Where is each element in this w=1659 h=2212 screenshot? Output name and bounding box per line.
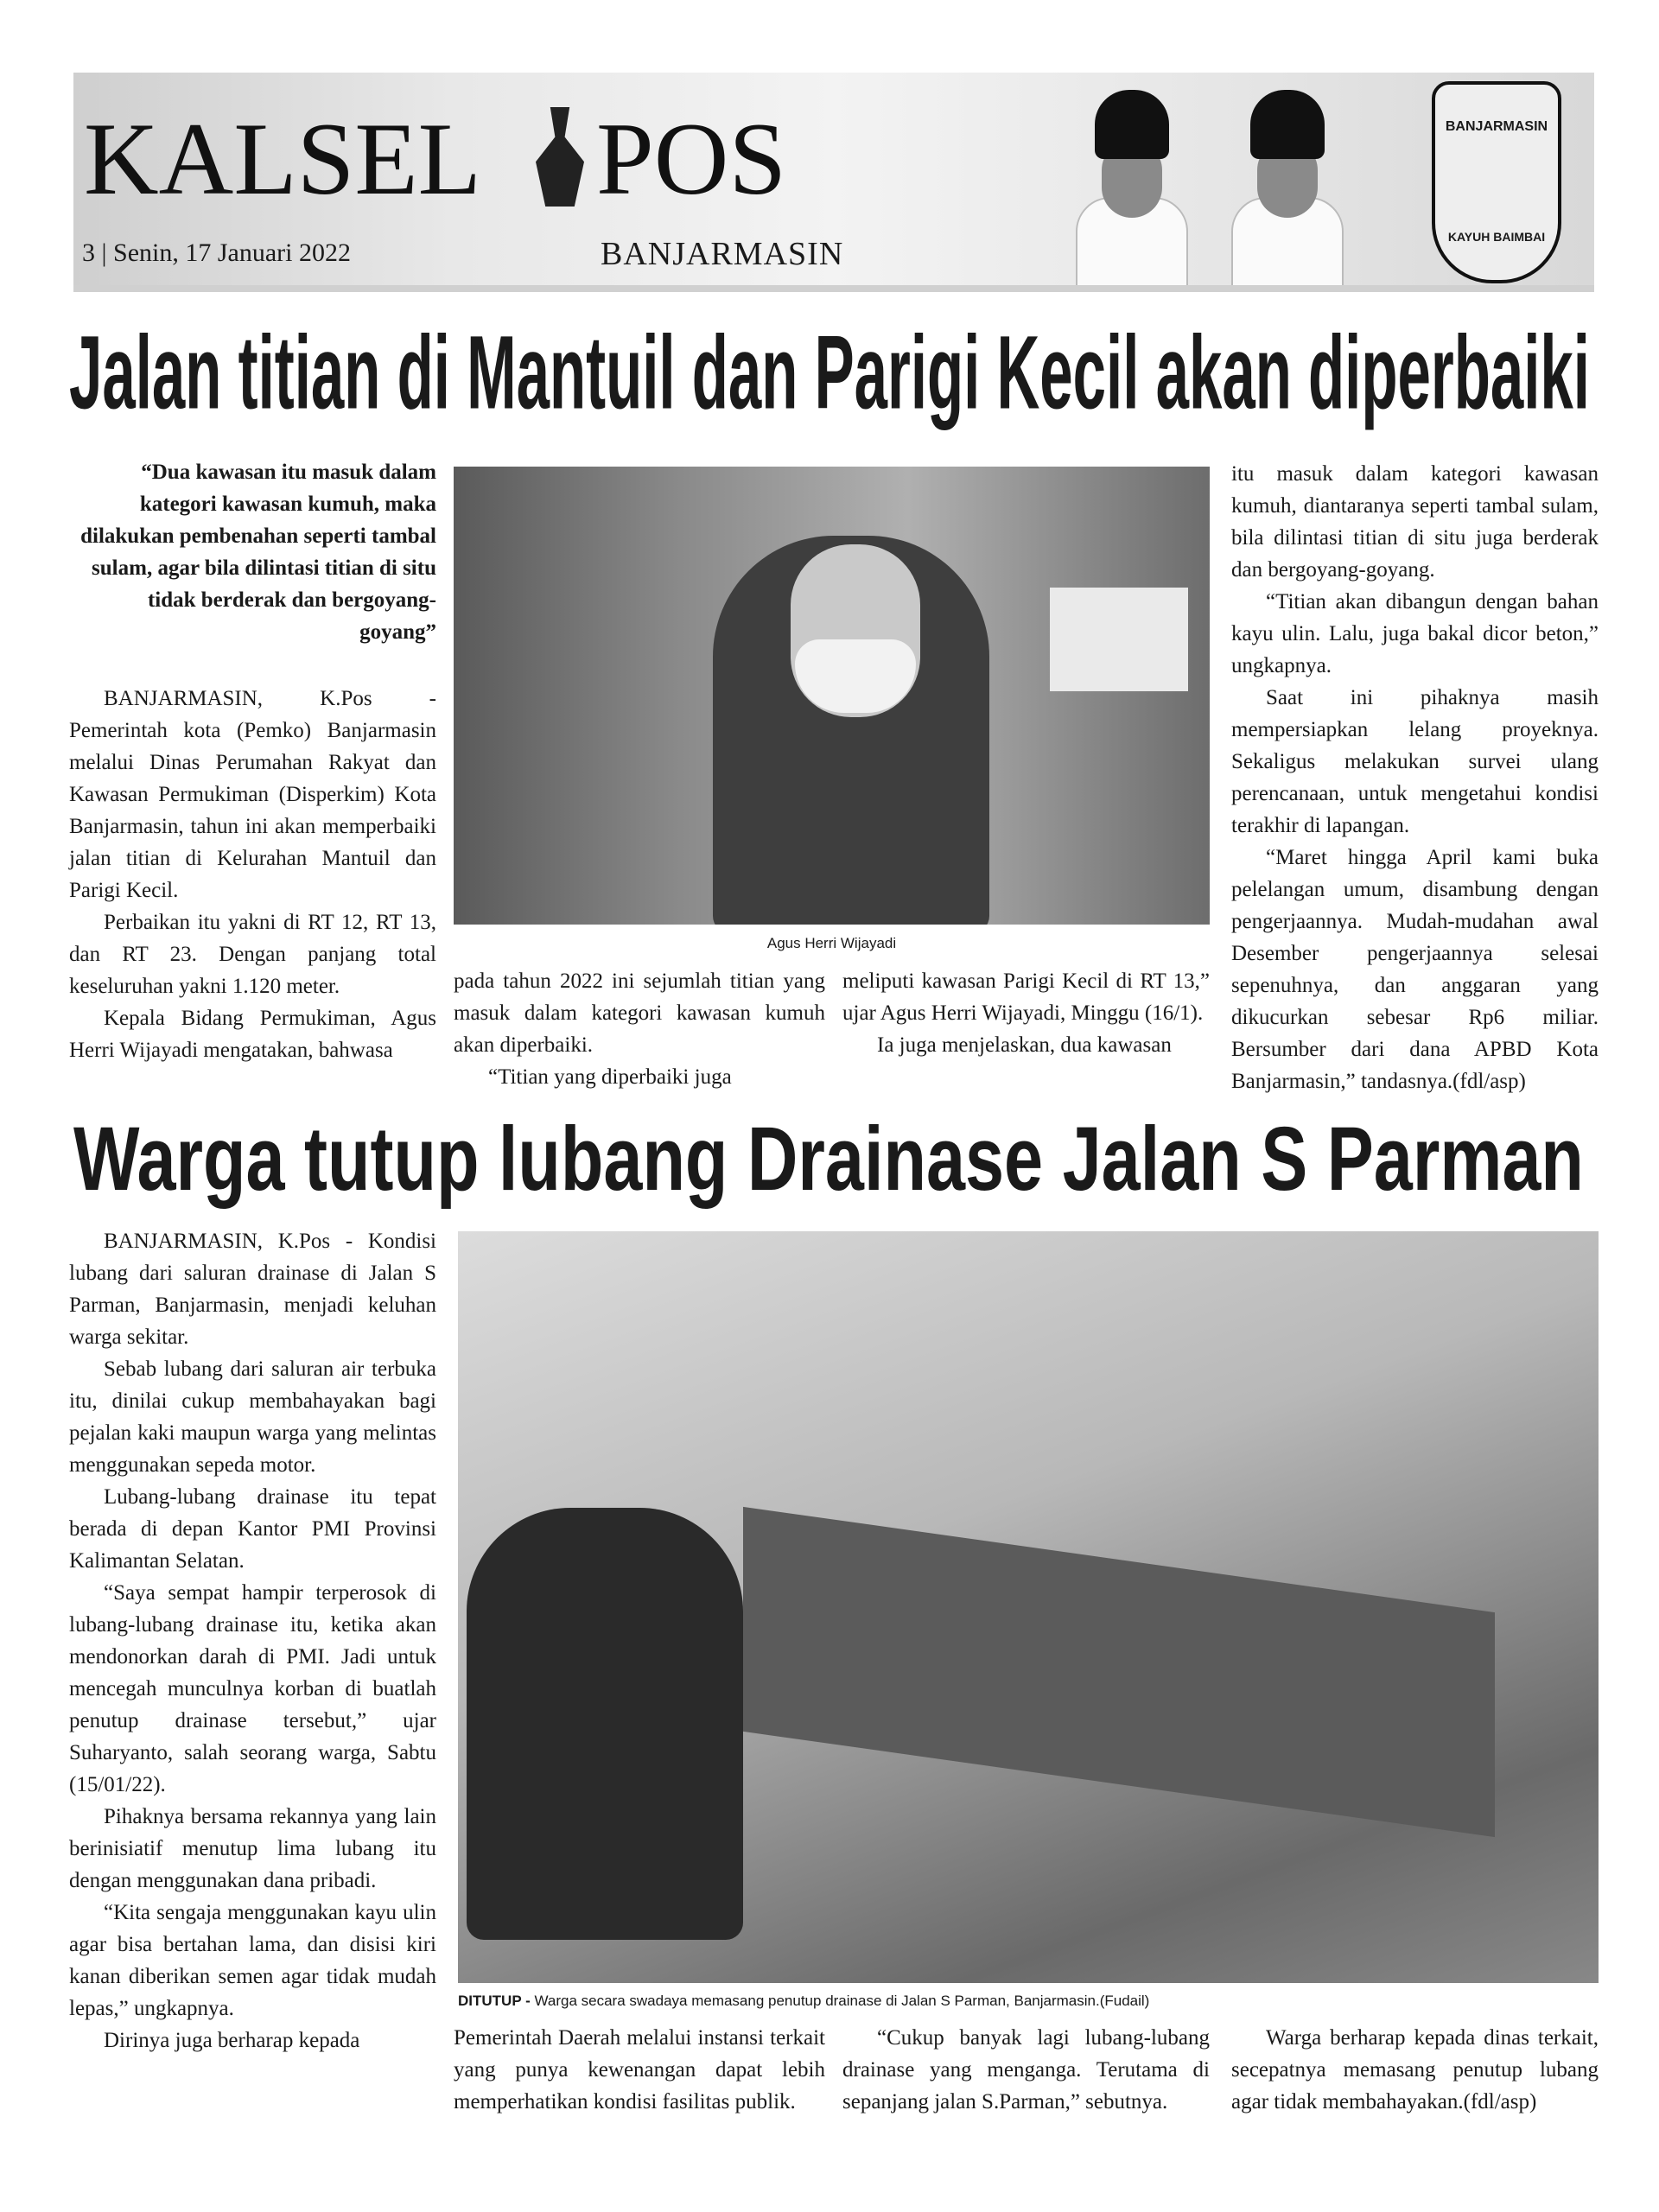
- paragraph: Warga berharap kepada dinas terkait, secepatnya memasang penutup lubang agar tidak membahayakan.(fdl/asp): [1231, 2026, 1599, 2113]
- headline-article2: Warga tutup lubang Drainase Jalan S Parman: [73, 1109, 1584, 1211]
- logo-kalsel: KALSEL: [84, 101, 481, 216]
- photo-drainage-cover: [458, 1231, 1599, 1983]
- photo-caption: [458, 1993, 1599, 2010]
- caption-lead: DITUTUP -: [458, 1993, 531, 2009]
- house-logo-icon: [536, 107, 584, 207]
- paragraph: itu masuk dalam kategori kawasan kumuh, diantaranya seperti tambal sulam, bila dilintasi titian di situ juga berderak dan bergoyang-goyang.: [1231, 462, 1599, 582]
- paragraph: Saat ini pihaknya masih mempersiapkan lelang proyeknya. Sekaligus melakukan survei ulang perencanaan, untuk mengetahui kondisi terakhir di lapangan.: [1231, 686, 1599, 837]
- paragraph: “Saya sempat hampir terperosok di lubang-lubang drainase itu, ketika akan mendonorkan darah di PMI. Jadi untuk mencegah munculnya korban di buatlah penutup drainase tersebut,” ujar Suharyanto, salah seorang warga, Sabtu (15/01/22).: [69, 1581, 436, 1796]
- paragraph: “Titian yang diperbaiki juga: [488, 1065, 732, 1089]
- headline-article1: Jalan titian di Mantuil dan Parigi Kecil akan diperbaiki: [69, 314, 1590, 431]
- paragraph: “Titian akan dibangun dengan bahan kayu ulin. Lalu, juga bakal dicor beton,” ungkapnya.: [1231, 590, 1599, 677]
- city-crest: [1432, 81, 1561, 283]
- paragraph: Sebab lubang dari saluran air terbuka itu, dinilai cukup membahayakan bagi pejalan kaki maupun warga yang melintas menggunakan sepeda motor.: [69, 1357, 436, 1477]
- pull-quote: “Dua kawasan itu masuk dalam kategori kawasan kumuh, maka dilakukan pembenahan seperti tambal sulam, agar bila dilintasi titian di situ tidak berderak dan bergoyang-goyang”: [80, 461, 436, 644]
- article2-column-2: [454, 2022, 825, 2118]
- article1-column-4: [1231, 458, 1599, 1097]
- paragraph: BANJARMASIN, K.Pos - Pemerintah kota (Pemko) Banjarmasin melalui Dinas Perumahan Rakyat dan Kawasan Permukiman (Disperkim) Kota Banjarmasin, tahun ini akan memperbaiki jalan titian di Kelurahan Mantuil dan Parigi Kecil.: [69, 687, 436, 902]
- paragraph: Pemerintah Daerah melalui instansi terkait yang punya kewenangan dapat lebih memperhatikan kondisi fasilitas publik.: [454, 2026, 825, 2113]
- masthead: [73, 73, 1594, 292]
- paragraph: “Cukup banyak lagi lubang-lubang drainase yang menganga. Terutama di sepanjang jalan S.Parman,” sebutnya.: [842, 2026, 1210, 2113]
- official-photo: [1223, 73, 1352, 292]
- paragraph: Kepala Bidang Permukiman, Agus Herri Wijayadi mengatakan, bahwasa: [69, 1007, 436, 1062]
- photo-agus-herri-wijayadi: [454, 467, 1210, 925]
- paragraph: “Maret hingga April kami buka pelelangan umum, disambung dengan pengerjaannya. Mudah-mudahan awal Desember pengerjaannya selesai sepenuhnya, dan anggaran yang dikucurkan sebesar Rp6 miliar. Bersumber dari dana APBD Kota Banjarmasin,” tandasnya.(fdl/asp): [1231, 846, 1599, 1093]
- article1-column-2: [454, 965, 825, 1093]
- paragraph: Perbaikan itu yakni di RT 12, RT 13, dan RT 23. Dengan panjang total keseluruhan yakni 1.120 meter.: [69, 911, 436, 998]
- logo-pos: POS: [596, 101, 787, 216]
- article1-column-1: [69, 683, 436, 1066]
- photo-caption: Agus Herri Wijayadi: [766, 935, 897, 951]
- paragraph: Ia juga menjelaskan, dua kawasan: [877, 1033, 1172, 1057]
- paragraph: Lubang-lubang drainase itu tepat berada di depan Kantor PMI Provinsi Kalimantan Selatan.: [69, 1485, 436, 1573]
- paragraph: Dirinya juga berharap kepada: [104, 2029, 360, 2052]
- article1-column-3: [842, 965, 1210, 1061]
- article2-column-4: [1231, 2022, 1599, 2118]
- paragraph: meliputi kawasan Parigi Kecil di RT 13,” ujar Agus Herri Wijayadi, Minggu (16/1).: [842, 969, 1210, 1025]
- paragraph: BANJARMASIN, K.Pos - Kondisi lubang dari saluran drainase di Jalan S Parman, Banjarmasin, menjadi keluhan warga sekitar.: [69, 1230, 436, 1349]
- paragraph: “Kita sengaja menggunakan kayu ulin agar bisa bertahan lama, dan disisi kiri kanan diberikan semen agar tidak mudah lepas,” ungkapnya.: [69, 1901, 436, 2020]
- paragraph: Pihaknya bersama rekannya yang lain berinisiatif menutup lima lubang itu dengan menggunakan dana pribadi.: [69, 1805, 436, 1892]
- crest-bottom-text: KAYUH BAIMBAI: [1447, 230, 1546, 244]
- crest-top-text: BANJARMASIN: [1445, 119, 1548, 134]
- page-date: 3 | Senin, 17 Januari 2022: [82, 238, 351, 267]
- article2-column-1: [69, 1225, 436, 2056]
- official-photo: [1067, 73, 1197, 292]
- caption-text: Warga secara swadaya memasang penutup drainase di Jalan S Parman, Banjarmasin.(Fudail): [530, 1993, 1150, 2009]
- article2-column-3: [842, 2022, 1210, 2118]
- paragraph: pada tahun 2022 ini sejumlah titian yang masuk dalam kategori kawasan kumuh akan diperbaiki.: [454, 969, 825, 1057]
- edition-city: BANJARMASIN: [601, 236, 844, 272]
